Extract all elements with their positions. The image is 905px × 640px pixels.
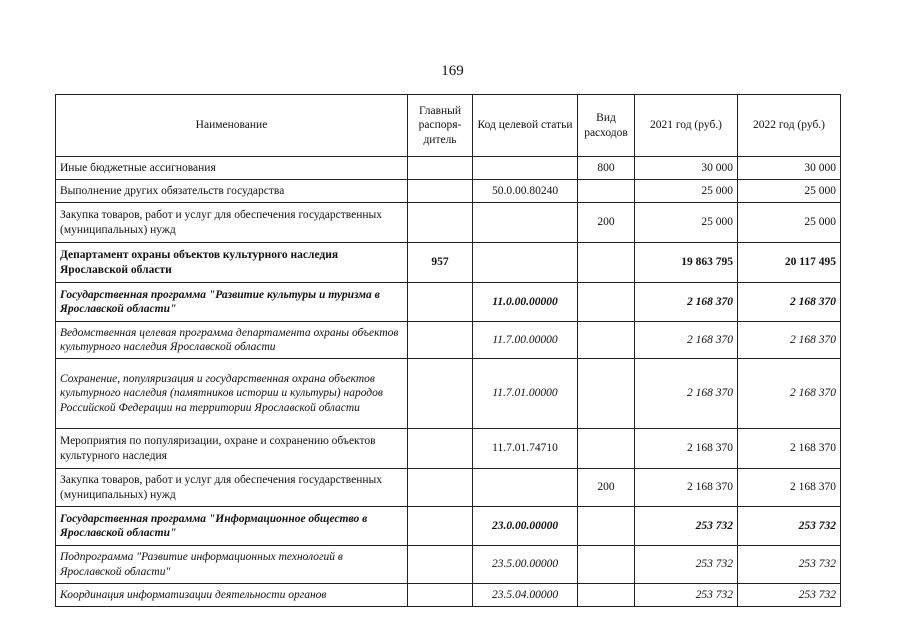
row-expense-type	[578, 546, 635, 584]
row-code	[473, 157, 578, 180]
table-row	[56, 584, 841, 607]
header-year-2021: 2021 год (руб.)	[635, 95, 738, 157]
table-row	[56, 203, 841, 243]
row-expense-type	[578, 429, 635, 469]
table-row	[56, 322, 841, 359]
row-manager: 957	[408, 243, 473, 283]
row-name: Закупка товаров, работ и услуг для обеспечения государственных (муниципальных) нужд	[56, 203, 408, 243]
header-code: Код целевой статьи	[473, 95, 578, 157]
row-code: 23.5.00.00000	[473, 546, 578, 584]
row-amount-2021: 2 168 370	[635, 359, 738, 429]
header-expense-type: Вид расходов	[578, 95, 635, 157]
row-manager	[408, 180, 473, 203]
row-expense-type	[578, 243, 635, 283]
row-name: Закупка товаров, работ и услуг для обеспечения государственных (муниципальных) нужд	[56, 469, 408, 507]
row-code: 11.7.00.00000	[473, 322, 578, 359]
row-amount-2021: 2 168 370	[635, 322, 738, 359]
row-amount-2021: 25 000	[635, 180, 738, 203]
table-row	[56, 359, 841, 429]
row-manager	[408, 283, 473, 322]
row-name: Государственная программа "Информационное общество в Ярославской области"	[56, 507, 408, 546]
table-header	[56, 95, 841, 157]
row-name: Департамент охраны объектов культурного наследия Ярославской области	[56, 243, 408, 283]
row-name: Государственная программа "Развитие культуры и туризма в Ярославской области"	[56, 283, 408, 322]
budget-table	[55, 94, 841, 607]
row-amount-2021: 30 000	[635, 157, 738, 180]
row-amount-2022: 25 000	[738, 180, 841, 203]
row-code	[473, 469, 578, 507]
row-manager	[408, 429, 473, 469]
row-expense-type	[578, 283, 635, 322]
row-amount-2022: 2 168 370	[738, 322, 841, 359]
row-name: Мероприятия по популяризации, охране и сохранению объектов культурного наследия	[56, 429, 408, 469]
row-code: 23.5.04.00000	[473, 584, 578, 607]
row-manager	[408, 203, 473, 243]
row-amount-2021: 2 168 370	[635, 283, 738, 322]
row-amount-2021: 253 732	[635, 507, 738, 546]
row-manager	[408, 359, 473, 429]
row-expense-type	[578, 180, 635, 203]
row-code: 50.0.00.80240	[473, 180, 578, 203]
row-name: Сохранение, популяризация и государственная охрана объектов культурного наследия (памятников истории и культуры) народов Российской Федерации на территории Ярославской области	[56, 359, 408, 429]
table-row	[56, 283, 841, 322]
row-manager	[408, 157, 473, 180]
row-code	[473, 203, 578, 243]
header-manager: Главный распоря-дитель	[408, 95, 473, 157]
row-expense-type	[578, 322, 635, 359]
row-code: 11.0.00.00000	[473, 283, 578, 322]
row-amount-2022: 2 168 370	[738, 359, 841, 429]
table-row	[56, 469, 841, 507]
row-amount-2022: 25 000	[738, 203, 841, 243]
table-row	[56, 180, 841, 203]
row-code: 11.7.01.00000	[473, 359, 578, 429]
row-name: Выполнение других обязательств государства	[56, 180, 408, 203]
row-amount-2021: 19 863 795	[635, 243, 738, 283]
row-amount-2022: 253 732	[738, 546, 841, 584]
row-name: Подпрограмма "Развитие информационных технологий в Ярославской области"	[56, 546, 408, 584]
page-number: 169	[441, 63, 464, 79]
row-amount-2021: 2 168 370	[635, 429, 738, 469]
row-amount-2022: 2 168 370	[738, 469, 841, 507]
row-amount-2021: 2 168 370	[635, 469, 738, 507]
row-amount-2022: 253 732	[738, 507, 841, 546]
row-expense-type	[578, 584, 635, 607]
row-amount-2022: 253 732	[738, 584, 841, 607]
row-code: 23.0.00.00000	[473, 507, 578, 546]
row-amount-2021: 25 000	[635, 203, 738, 243]
row-expense-type: 800	[578, 157, 635, 180]
row-code: 11.7.01.74710	[473, 429, 578, 469]
table-row	[56, 243, 841, 283]
row-expense-type: 200	[578, 203, 635, 243]
row-name: Иные бюджетные ассигнования	[56, 157, 408, 180]
header-year-2022: 2022 год (руб.)	[738, 95, 841, 157]
row-amount-2022: 2 168 370	[738, 283, 841, 322]
row-manager	[408, 546, 473, 584]
table-row	[56, 429, 841, 469]
row-expense-type	[578, 507, 635, 546]
row-manager	[408, 507, 473, 546]
row-amount-2022: 2 168 370	[738, 429, 841, 469]
row-code	[473, 243, 578, 283]
table-row	[56, 507, 841, 546]
header-name: Наименование	[56, 95, 408, 157]
row-manager	[408, 322, 473, 359]
table-row	[56, 546, 841, 584]
row-amount-2022: 30 000	[738, 157, 841, 180]
row-amount-2021: 253 732	[635, 584, 738, 607]
table-row	[56, 157, 841, 180]
row-amount-2022: 20 117 495	[738, 243, 841, 283]
row-name: Координация информатизации деятельности органов	[56, 584, 408, 607]
row-expense-type: 200	[578, 469, 635, 507]
row-manager	[408, 469, 473, 507]
row-name: Ведомственная целевая программа департамента охраны объектов культурного наследия Ярославской области	[56, 322, 408, 359]
row-expense-type	[578, 359, 635, 429]
row-manager	[408, 584, 473, 607]
row-amount-2021: 253 732	[635, 546, 738, 584]
